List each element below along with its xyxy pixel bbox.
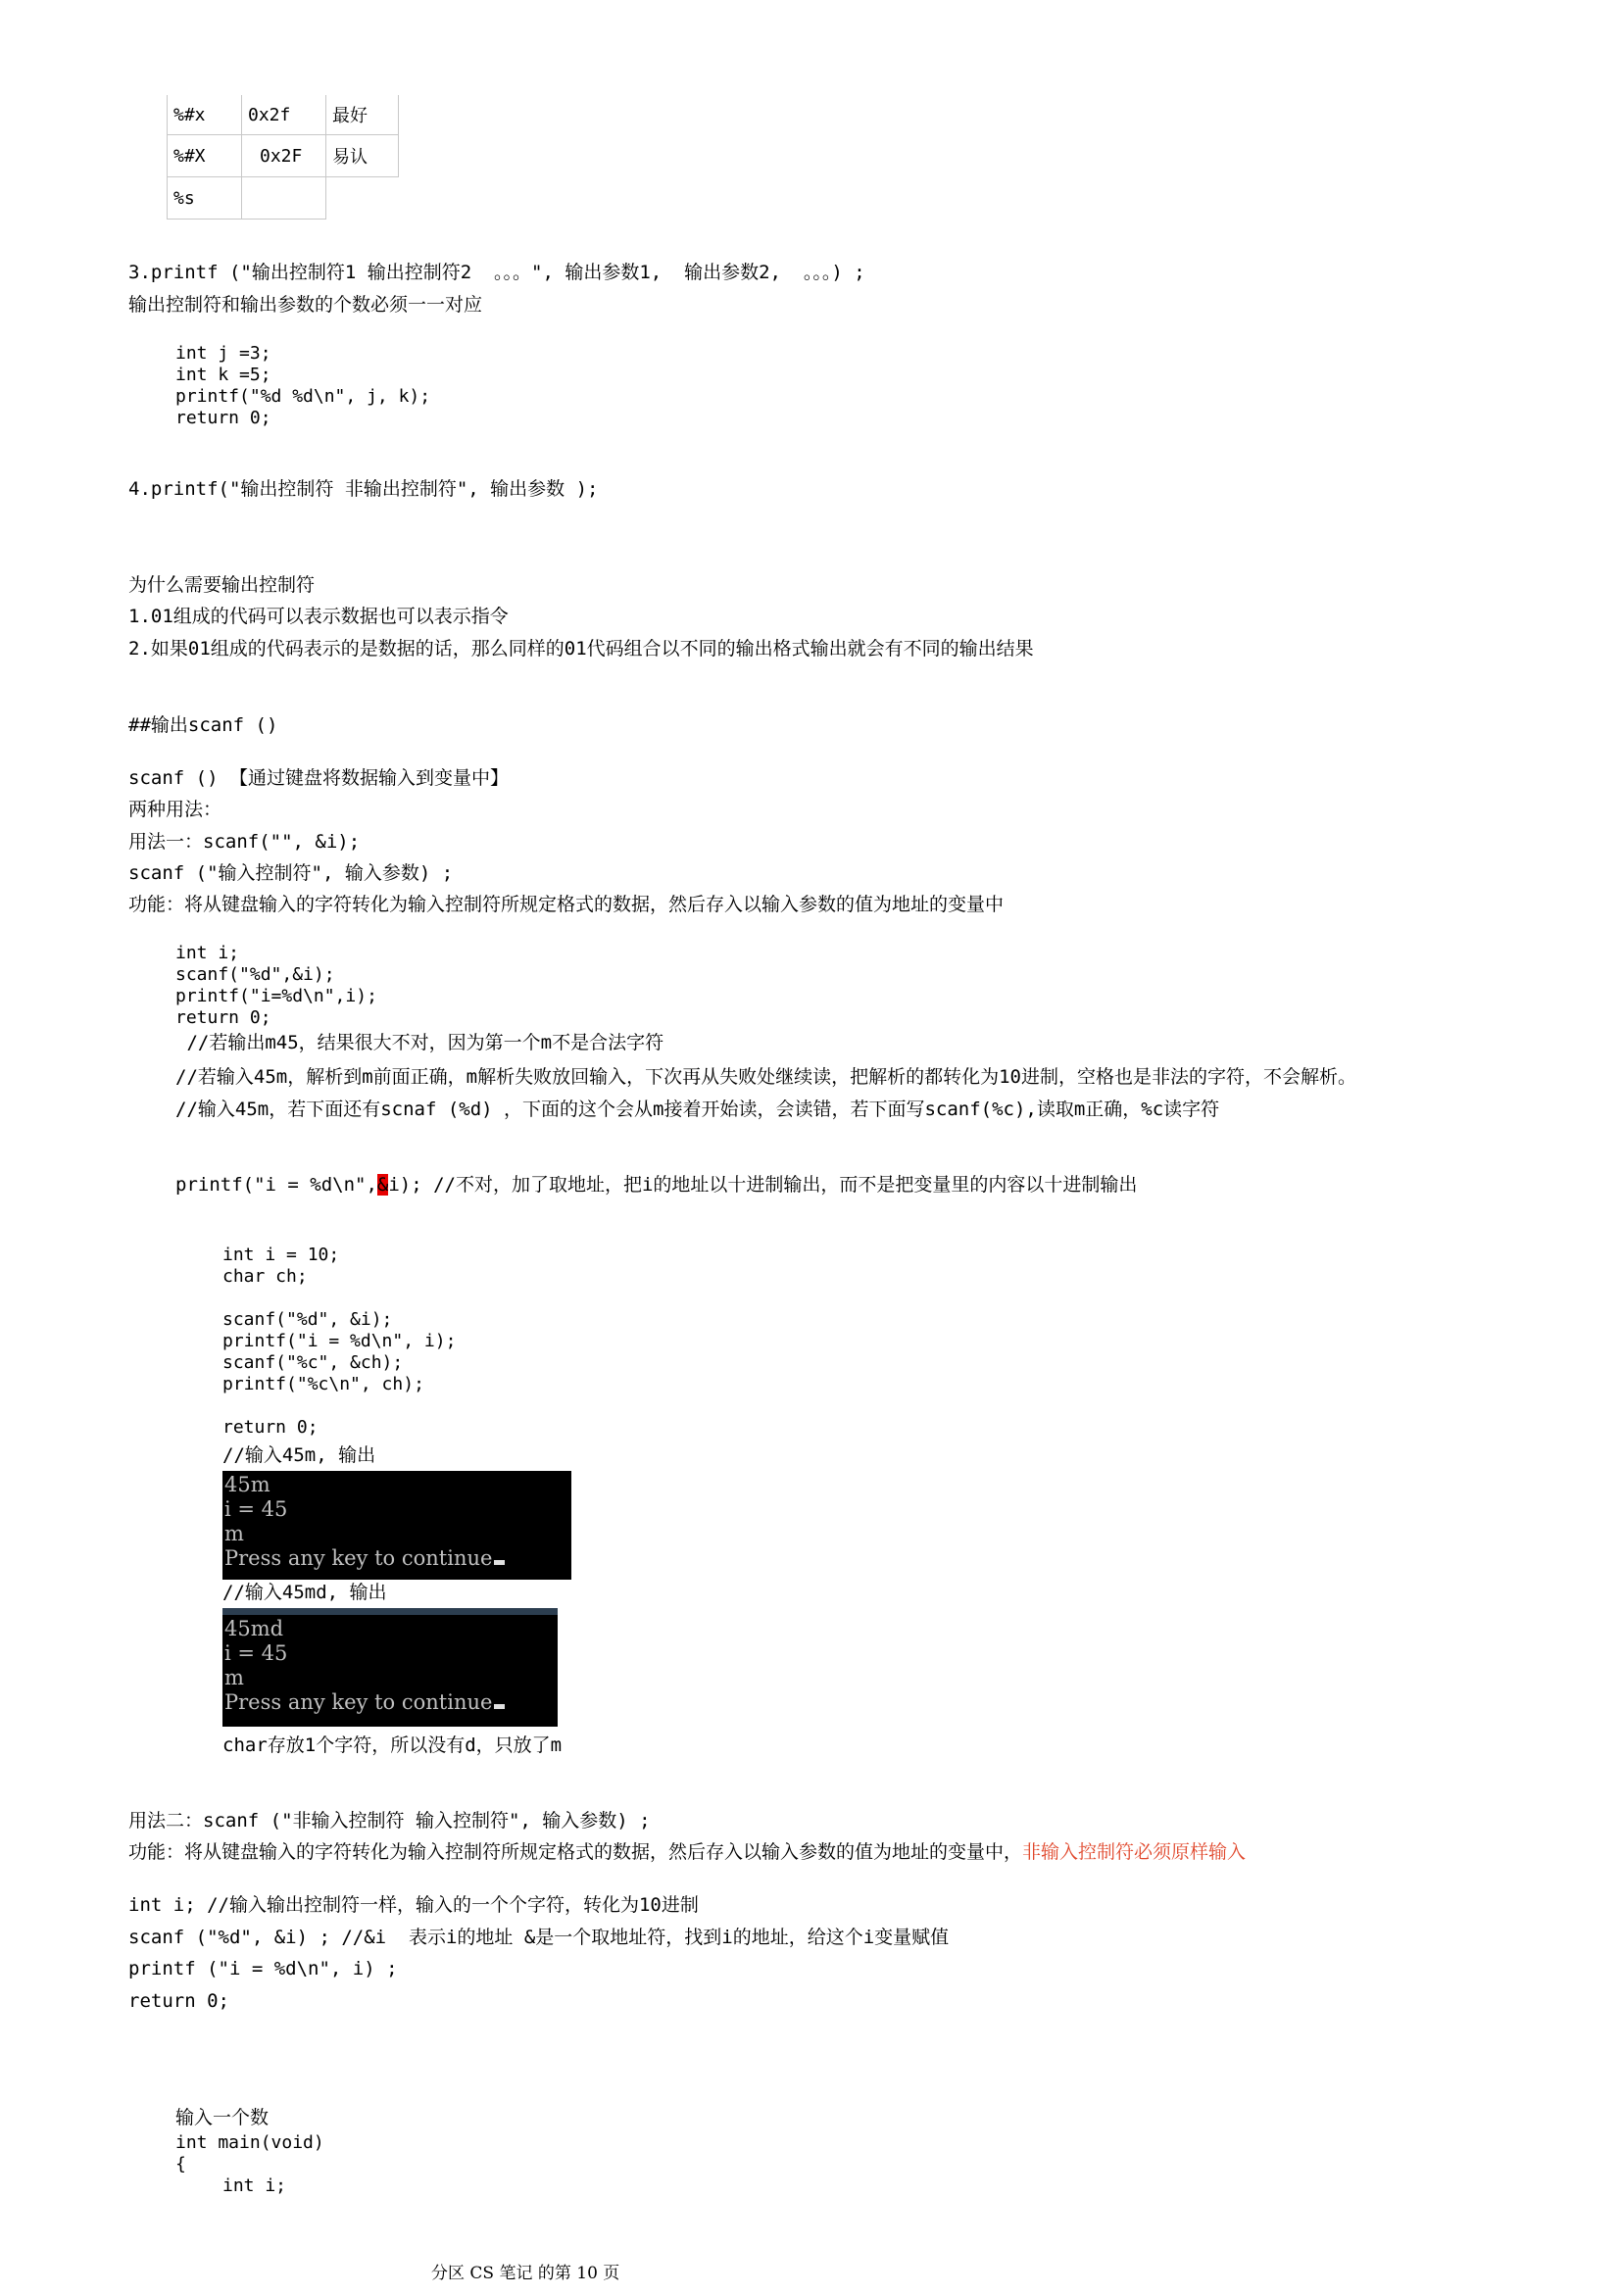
code-line: printf("%c\n", ch); [222,1374,424,1394]
note-heading: 为什么需要输出控制符 [128,574,316,596]
table-cell: 0x2F [242,135,326,177]
code-segment: i); //不对，加了取地址，把i的地址以十进制输出，而不是把变量里的内容以十进制输出 [388,1174,1138,1196]
code-line: int i; //输入输出控制符一样，输入的一个个字符，转化为10进制 [128,1894,699,1916]
window-titlebar [222,1608,558,1615]
code-segment: printf("i = %d\n", [175,1174,377,1196]
note-line: char存放1个字符，所以没有d，只放了m [222,1734,563,1756]
note-line: 两种用法： [128,799,222,820]
table-cell: %s [168,177,242,220]
note-line: 1.01组成的代码可以表示数据也可以表示指令 [128,606,509,627]
code-line: return 0; [128,1990,229,2012]
comment-line: //输入45m, 输出 [222,1444,376,1466]
table-row [168,95,399,135]
console-line: m [224,1522,244,1545]
note-line: scanf ("输入控制符", 输入参数) ; [128,862,454,884]
code-line: printf("i = %d\n", i); [222,1331,457,1351]
comment-line: //输入45md, 输出 [222,1582,387,1603]
console-line [224,1546,571,1571]
console-text: Press any key to continue [224,1690,493,1714]
note-line: 4.printf("输出控制符 非输出控制符", 输出参数 ); [128,478,599,500]
note-line: 3.printf ("输出控制符1 输出控制符2 。。。", 输出参数1, 输出参数2, 。。。) ; [128,262,865,283]
console-output-1 [222,1471,571,1580]
code-line: return 0; [175,1007,271,1028]
code-line: int j =3; [175,343,271,364]
table-row [168,135,399,177]
table-row [168,177,399,220]
code-line [175,1174,1137,1196]
comment-line: //输入45m，若下面还有scnaf (%d) ，下面的这个会从m接着开始读，会读错，若下面写scanf(%c),读取m正确，%c读字符 [175,1099,1220,1120]
cursor-icon [494,1560,505,1565]
code-line: { [175,2154,186,2174]
code-line: printf("i=%d\n",i); [175,986,377,1006]
section-heading: ##输出scanf () [128,714,278,736]
highlight-text: 非输入控制符必须原样输入 [1022,1841,1247,1863]
note-line [128,1841,1246,1863]
code-line: char ch; [222,1266,308,1287]
note-text: 功能：将从键盘输入的字符转化为输入控制符所规定格式的数据，然后存入以输入参数的值为地址的变量中， [128,1841,1023,1863]
code-line: printf("%d %d\n", j, k); [175,386,431,407]
console-line: i = 45 [224,1497,288,1521]
note-line: 输入一个数 [175,2107,270,2128]
code-line: printf ("i = %d\n", i) ; [128,1958,398,1979]
comment-line: //若输出m45，结果很大不对，因为第一个m不是合法字符 [175,1032,664,1053]
console-line: m [224,1666,244,1689]
code-line: int i; [222,2175,287,2196]
code-line: scanf("%c", &ch); [222,1352,404,1373]
code-line: scanf ("%d", &i) ; //&i 表示i的地址 &是一个取地址符，找到i的地址，给这个i变量赋值 [128,1927,950,1948]
code-line: return 0; [175,408,271,428]
note-line: 用法二：scanf ("非输入控制符 输入控制符", 输入参数) ; [128,1810,651,1832]
table-cell: 易认 [326,135,399,177]
table-cell: 最好 [326,95,399,135]
note-line: 功能：将从键盘输入的字符转化为输入控制符所规定格式的数据，然后存入以输入参数的值为地址的变量中 [128,894,1005,915]
note-line: 2.如果01组成的代码表示的是数据的话，那么同样的01代码组合以不同的输出格式输出就会有不同的输出结果 [128,638,1034,659]
note-line: 输出控制符和输出参数的个数必须一一对应 [128,294,483,316]
highlighted-ampersand: & [376,1174,389,1196]
table-cell: 0x2f [242,95,326,135]
table-cell [326,177,399,220]
code-line: int main(void) [175,2132,324,2153]
console-line: 45m [224,1473,270,1496]
code-line: int i = 10; [222,1245,340,1265]
code-line: return 0; [222,1417,319,1438]
note-line: scanf () 【通过键盘将数据输入到变量中】 [128,767,509,789]
code-line: scanf("%d", &i); [222,1309,393,1330]
console-output-2 [222,1608,558,1727]
table-cell [242,177,326,220]
format-specifier-table [167,95,399,220]
console-line: 45md [224,1617,284,1640]
page-footer: 分区 CS 笔记 的第 10 页 [431,2264,620,2283]
comment-line: //若输入45m，解析到m前面正确，m解析失败放回输入，下次再从失败处继续读，把解析的都转化为10进制，空格也是非法的字符，不会解析。 [175,1066,1356,1088]
console-line [224,1690,558,1715]
note-line: 用法一：scanf("", &i); [128,831,361,853]
code-line: scanf("%d",&i); [175,964,335,985]
console-text: Press any key to continue [224,1546,493,1570]
code-line: int k =5; [175,365,271,385]
table-cell: %#X [168,135,242,177]
cursor-icon [494,1704,505,1709]
console-line: i = 45 [224,1641,288,1665]
code-line: int i; [175,943,240,963]
table-cell: %#x [168,95,242,135]
